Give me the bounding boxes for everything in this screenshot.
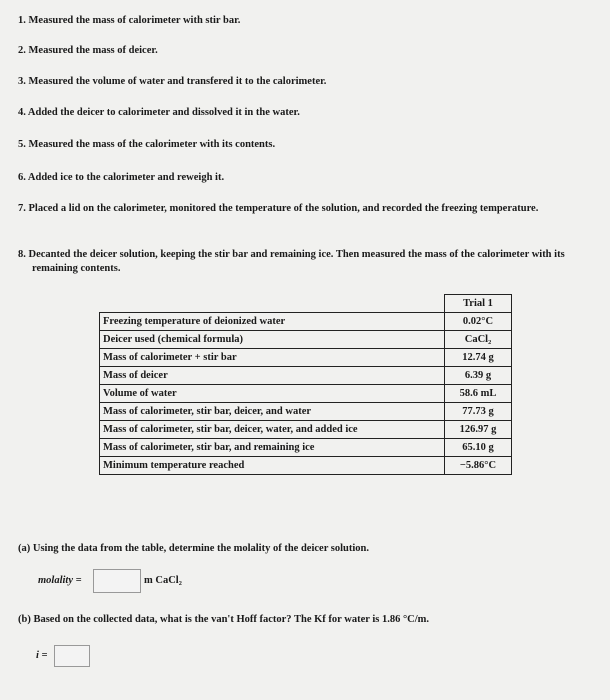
step-number: 5. xyxy=(18,139,26,150)
table-row xyxy=(100,421,512,439)
step-text: Measured the volume of water and transfered it to the calorimeter. xyxy=(28,76,327,87)
row-label: Mass of deicer xyxy=(100,367,445,385)
step-number: 3. xyxy=(18,76,26,87)
step-text: Measured the mass of the calorimeter with its contents. xyxy=(28,139,276,150)
table-row xyxy=(100,439,512,457)
molality-unit xyxy=(144,575,182,586)
vant-hoff-input[interactable] xyxy=(54,645,90,667)
step-number: 2. xyxy=(18,45,26,56)
row-value: −5.86°C xyxy=(445,457,512,475)
step-5 xyxy=(18,138,598,152)
step-text: Added ice to the calorimeter and reweigh it. xyxy=(27,172,225,183)
step-1 xyxy=(18,14,598,28)
row-value: 77.73 g xyxy=(445,403,512,421)
molality-input[interactable] xyxy=(93,569,141,593)
row-label: Deicer used (chemical formula) xyxy=(100,331,445,349)
row-value: CaCl₂ xyxy=(445,331,512,349)
step-number: 7. xyxy=(18,203,26,214)
step-number: 4. xyxy=(18,107,26,118)
step-number: 8. xyxy=(18,249,26,260)
row-value: 6.39 g xyxy=(445,367,512,385)
table-row xyxy=(100,403,512,421)
step-text: Measured the mass of deicer. xyxy=(28,45,158,56)
row-label: Mass of calorimeter, stir bar, deicer, and water xyxy=(100,403,445,421)
step-6 xyxy=(18,171,598,185)
table-row xyxy=(100,457,512,475)
step-7 xyxy=(18,202,598,216)
question-a-prompt: (a) Using the data from the table, determine the molality of the deicer solution. xyxy=(18,543,370,554)
step-text: Placed a lid on the calorimeter, monitored the temperature of the solution, and recorded the freezing temperature. xyxy=(28,203,539,214)
table-row xyxy=(100,313,512,331)
step-8 xyxy=(18,248,598,276)
row-value: 0.02°C xyxy=(445,313,512,331)
question-b-prompt xyxy=(18,614,429,625)
step-text: Measured the mass of calorimeter with stir bar. xyxy=(28,15,241,26)
table-row xyxy=(100,367,512,385)
row-label: Freezing temperature of deionized water xyxy=(100,313,445,331)
row-label: Minimum temperature reached xyxy=(100,457,445,475)
molality-label: molality = xyxy=(38,575,82,586)
row-label: Volume of water xyxy=(100,385,445,403)
table-header-blank xyxy=(100,295,445,313)
step-2 xyxy=(18,44,598,58)
step-text: Added the deicer to calorimeter and dissolved it in the water. xyxy=(27,107,300,118)
step-number: 6. xyxy=(18,172,26,183)
step-number: 1. xyxy=(18,15,26,26)
table-row xyxy=(100,385,512,403)
row-label: Mass of calorimeter, stir bar, and remaining ice xyxy=(100,439,445,457)
row-value: 12.74 g xyxy=(445,349,512,367)
row-value: 58.6 mL xyxy=(445,385,512,403)
table-row xyxy=(100,349,512,367)
step-text: Decanted the deicer solution, keeping the stir bar and remaining ice. Then measured the mass of the calorimeter with its remaining contents. xyxy=(28,249,565,274)
table-row xyxy=(100,331,512,349)
table-header-row xyxy=(100,295,512,313)
row-value: 65.10 g xyxy=(445,439,512,457)
table-header-trial: Trial 1 xyxy=(445,295,512,313)
data-table xyxy=(99,294,512,475)
step-4 xyxy=(18,106,598,120)
step-3 xyxy=(18,75,598,89)
molality-unit-text: m CaCl₂ xyxy=(144,575,182,586)
row-value: 126.97 g xyxy=(445,421,512,439)
question-b-text: (b) Based on the collected data, what is the van't Hoff factor? The Kf for water is 1.86 °C/m. xyxy=(18,614,430,625)
vant-hoff-label: i = xyxy=(36,650,48,661)
row-label: Mass of calorimeter, stir bar, deicer, water, and added ice xyxy=(100,421,445,439)
row-label: Mass of calorimeter + stir bar xyxy=(100,349,445,367)
